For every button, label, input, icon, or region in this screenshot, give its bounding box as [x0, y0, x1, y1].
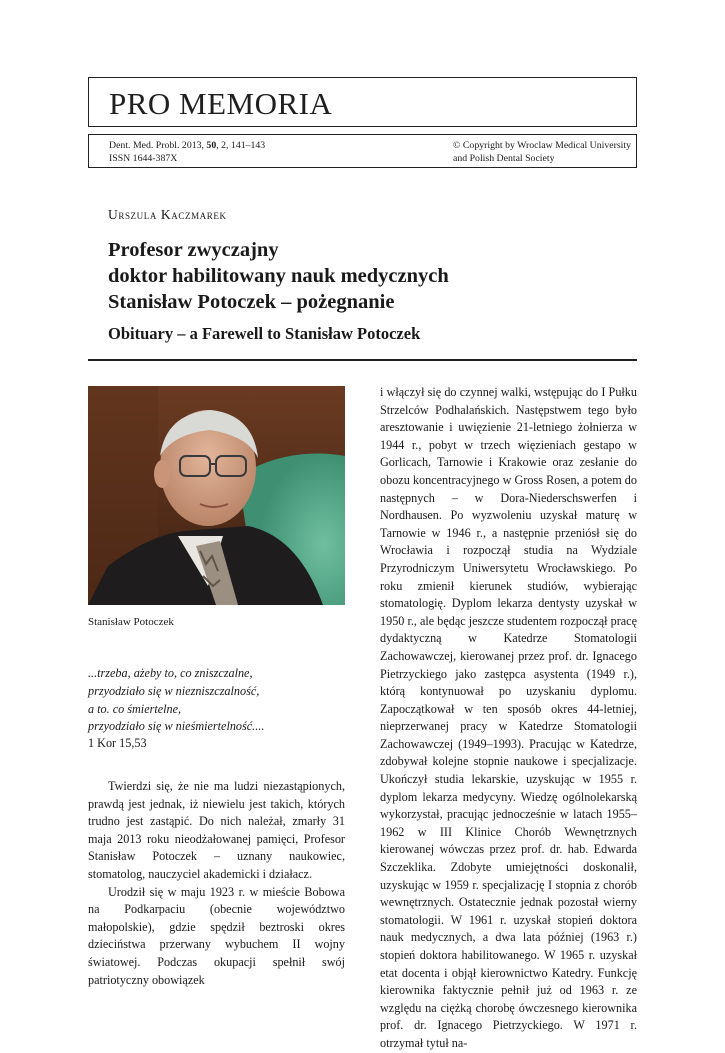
body-column-right	[380, 384, 637, 1053]
epigraph-line: przyodziało się w nieśmiertelność....	[88, 719, 265, 734]
body-paragraph: Twierdzi się, że nie ma ludzi niezastąpionych, prawdą jest jednak, iż niewielu jest takich, których trudno jest zastąpić. Do nich należał, zmarły 31 maja 2013 roku nieodżałowanej pamięci, Profesor Stanisław Potoczek – uznany naukowiec, stomatolog, nauczyciel akademicki i działacz.	[88, 779, 345, 881]
body-paragraph: Urodził się w maju 1923 r. w mieście Bobowa na Podkarpaciu (obecnie województwo małopolskie), gdzie spędził beztroski okres dzieciństwa przerwany wybuchem II wojny światowej. Podczas okupacji spełnił swój patriotyczny obowiązek	[88, 884, 345, 987]
author-name: Urszula Kaczmarek	[108, 207, 227, 222]
journal-reference	[109, 139, 265, 165]
epigraph-line: a to. co śmiertelne,	[88, 701, 182, 716]
body-column-left	[88, 778, 345, 989]
portrait-photo	[88, 386, 345, 605]
journal-ref-prefix: Dent. Med. Probl. 2013,	[109, 140, 207, 151]
section-header-box	[88, 77, 637, 127]
epigraph	[88, 665, 350, 736]
journal-ref-suffix: , 2, 141–143	[216, 140, 266, 151]
article-title-polish	[108, 237, 628, 315]
figure-caption: Stanisław Potoczek	[88, 616, 174, 628]
epigraph-line: ...trzeba, ażeby to, co zniszczalne,	[88, 666, 253, 680]
article-title-english: Obituary – a Farewell to Stanisław Potoczek	[108, 324, 421, 343]
title-line: Profesor zwyczajny	[108, 239, 279, 261]
title-line: Stanisław Potoczek – pożegnanie	[108, 291, 395, 313]
epigraph-reference: 1 Kor 15,53	[88, 736, 147, 750]
journal-meta-box	[88, 134, 637, 168]
copyright-line: © Copyright by Wroclaw Medical University	[453, 140, 632, 151]
section-title: PRO MEMORIA	[109, 86, 333, 121]
title-divider	[88, 359, 637, 361]
issn: ISSN 1644-387X	[109, 153, 178, 164]
epigraph-line: przyodziało się w niezniszczalność,	[88, 683, 260, 698]
journal-volume: 50	[206, 140, 217, 151]
copyright-notice	[453, 139, 631, 165]
copyright-line: and Polish Dental Society	[453, 153, 555, 164]
title-line: doktor habilitowany nauk medycznych	[108, 265, 449, 287]
body-paragraph: i włączył się do czynnej walki, wstępując do I Pułku Strzelców Podhalańskich. Następstwem tego było aresztowanie i uwięzienie 21-letniego żołnierza w 1944 r., pobyt w trzech więzieniach gestapo w Gorlicach, Tarnowie i Krakowie oraz zesłanie do obozu koncentracyjnego w Gross Rosen, a potem do następnych – w Dora-Niederschswerfen i Nordhausen. Po wyzwoleniu uzyskał maturę w Tarnowie w 1946 r., a następnie przeniósł się do Wrocławia i rozpoczął studia na Wydziale Przyrodniczym Uniwersytetu Wrocławskiego. Po roku zmienił kierunek studiów, wybierając stomatologię. Dyplom lekarza dentysty uzyskał w 1950 r., ale będąc jeszcze studentem rozpoczął pracę dydaktyczną w Katedrze Stomatologii Zachowawczej, kierowanej przez prof. dr. Ignacego Pietrzyckiego jako zastępca asystenta (1949 r.), którą kontynuował po uzyskaniu dyplomu. Zapoczątkował w ten sposób okres 44-letniej, nieprzerwanej pracy w Katedrze Stomatologii Zachowawczej (1949–1993). Pracując w Katedrze, zdobywał kolejne stopnie naukowe i specjalizacje. Ukończył studia lekarskie, uzyskując w 1955 r. dyplom lekarza medycyny. Wiedzę ogólnolekarską wykorzystał, pracując jednocześnie w latach 1955–1962 w III Klinice Chorób Wewnętrznych kierowanej wówczas przez prof. dr. hab. Edwarda Szczeklika. Zdobyte umiejętności doskonalił, uzyskując w 1959 r. specjalizację I stopnia z chorób wewnętrznych. Ostatecznie jednak pozostał wierny stomatologii. W 1961 r. uzyskał stopień doktora nauk medycznych, a dwa lata później (1963 r.) stopień doktora habilitowanego. W 1965 r. uzyskał etat docenta i objął kierownictwo Katedry. Funkcję kierownika faktycznie pełnił już od 1963 r. ze względu na ciężką chorobę ówczesnego kierownika prof. dr. Ignacego Pietrzyckiego. W 1971 r. otrzymał tytuł na-	[380, 385, 637, 1050]
